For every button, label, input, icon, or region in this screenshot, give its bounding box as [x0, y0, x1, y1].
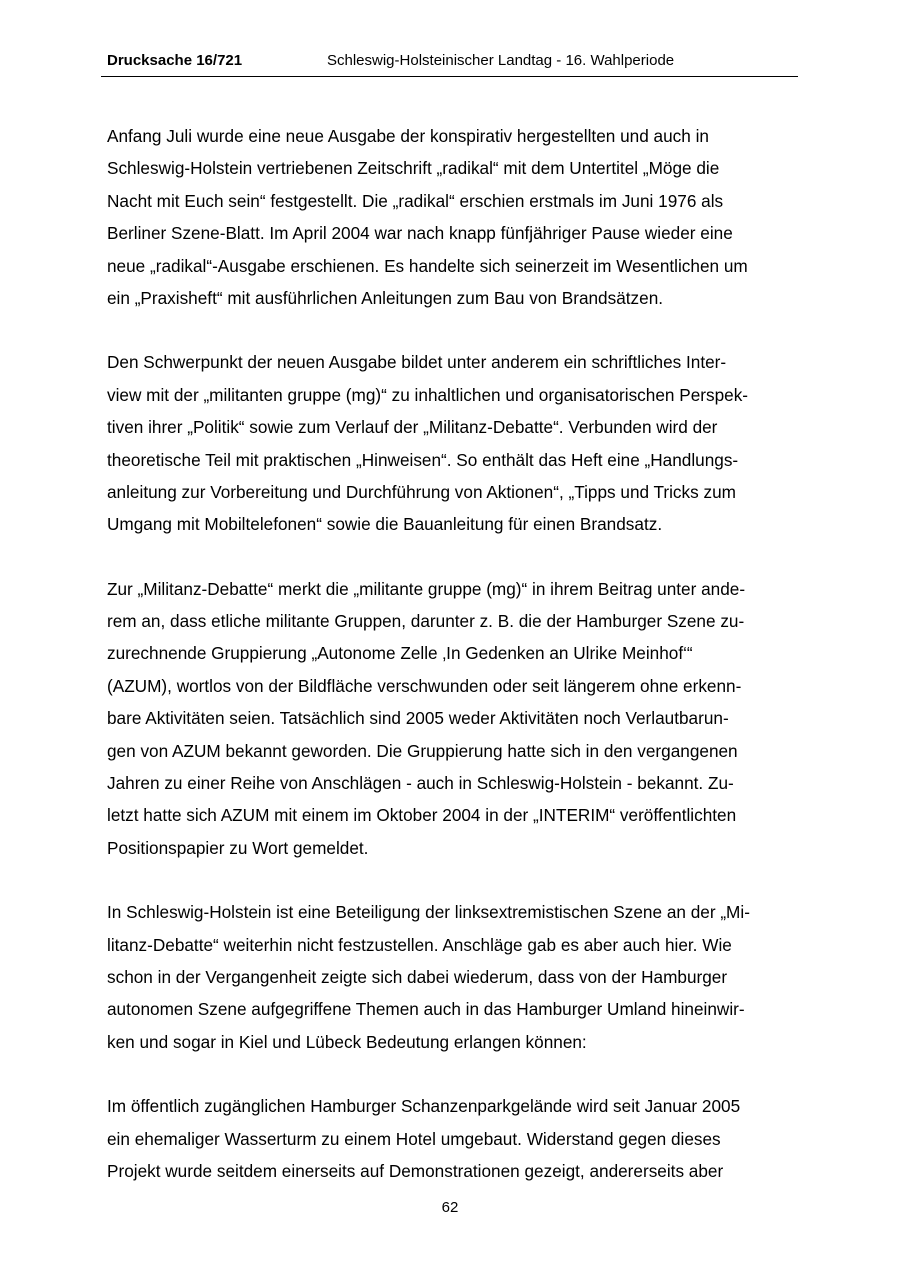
- text-line: Im öffentlich zugänglichen Hamburger Schanzenparkgelände wird seit Januar 2005: [107, 1096, 741, 1117]
- text-line: Umgang mit Mobiltelefonen“ sowie die Bauanleitung für einen Brandsatz.: [107, 514, 663, 535]
- text-line: Berliner Szene-Blatt. Im April 2004 war nach knapp fünfjähriger Pause wieder eine: [107, 223, 733, 244]
- text-line: Positionspapier zu Wort gemeldet.: [107, 837, 369, 858]
- text-line: autonomen Szene aufgegriffene Themen auch in das Hamburger Umland hineinwir-: [107, 999, 745, 1020]
- text-line: ein ehemaliger Wasserturm zu einem Hotel umgebaut. Widerstand gegen dieses: [107, 1128, 721, 1149]
- text-line: Nacht mit Euch sein“ festgestellt. Die „radikal“ erschien erstmals im Juni 1976 als: [107, 190, 724, 211]
- document-header-title: Schleswig-Holsteinischer Landtag - 16. Wahlperiode: [327, 52, 675, 69]
- body-text: [107, 120, 797, 1219]
- paragraph-1: [107, 120, 797, 314]
- text-line: Jahren zu einer Reihe von Anschlägen - auch in Schleswig-Holstein - bekannt. Zu-: [107, 773, 734, 794]
- text-line: letzt hatte sich AZUM mit einem im Oktober 2004 in der „INTERIM“ veröffentlichten: [107, 805, 737, 826]
- text-line: zurechnende Gruppierung „Autonome Zelle ‚In Gedenken an Ulrike Meinhof‘“: [107, 643, 693, 664]
- text-line: Zur „Militanz-Debatte“ merkt die „militante gruppe (mg)“ in ihrem Beitrag unter ande-: [107, 578, 746, 599]
- text-line: In Schleswig-Holstein ist eine Beteiligung der linksextremistischen Szene an der „Mi-: [107, 902, 750, 923]
- paragraph-3: [107, 573, 797, 865]
- page-header: [101, 52, 798, 77]
- text-line: view mit der „militanten gruppe (mg)“ zu inhaltlichen und organisatorischen Perspek-: [107, 384, 749, 405]
- document-number: Drucksache 16/721: [107, 52, 243, 69]
- text-line: Schleswig-Holstein vertriebenen Zeitschrift „radikal“ mit dem Untertitel „Möge die: [107, 158, 720, 179]
- text-line: schon in der Vergangenheit zeigte sich dabei wiederum, dass von der Hamburger: [107, 966, 728, 987]
- paragraph-2: [107, 346, 797, 540]
- text-line: gen von AZUM bekannt geworden. Die Gruppierung hatte sich in den vergangenen: [107, 740, 738, 761]
- text-line: Projekt wurde seitdem einerseits auf Demonstrationen gezeigt, andererseits aber: [107, 1160, 724, 1181]
- text-line: rem an, dass etliche militante Gruppen, darunter z. B. die der Hamburger Szene zu-: [107, 611, 745, 632]
- text-line: anleitung zur Vorbereitung und Durchführung von Aktionen“, „Tipps und Tricks zum: [107, 481, 736, 502]
- text-line: (AZUM), wortlos von der Bildfläche verschwunden oder seit längerem ohne erkenn-: [107, 675, 742, 696]
- text-line: tiven ihrer „Politik“ sowie zum Verlauf der „Militanz-Debatte“. Verbunden wird der: [107, 417, 718, 438]
- paragraph-4: [107, 896, 797, 1058]
- text-line: ken und sogar in Kiel und Lübeck Bedeutung erlangen können:: [107, 1031, 587, 1052]
- page-number: 62: [441, 1199, 459, 1216]
- paragraph-5: [107, 1090, 797, 1187]
- text-line: Den Schwerpunkt der neuen Ausgabe bildet unter anderem ein schriftliches Inter-: [107, 352, 727, 373]
- text-line: ein „Praxisheft“ mit ausführlichen Anleitungen zum Bau von Brandsätzen.: [107, 287, 664, 308]
- text-line: bare Aktivitäten seien. Tatsächlich sind 2005 weder Aktivitäten noch Verlautbarun-: [107, 708, 729, 729]
- text-line: Anfang Juli wurde eine neue Ausgabe der konspirativ hergestellten und auch in: [107, 126, 709, 146]
- text-line: neue „radikal“-Ausgabe erschienen. Es handelte sich seinerzeit im Wesentlichen um: [107, 255, 748, 276]
- text-line: theoretische Teil mit praktischen „Hinweisen“. So enthält das Heft eine „Handlungs-: [107, 449, 739, 470]
- text-line: litanz-Debatte“ weiterhin nicht festzustellen. Anschläge gab es aber auch hier. Wie: [107, 934, 732, 955]
